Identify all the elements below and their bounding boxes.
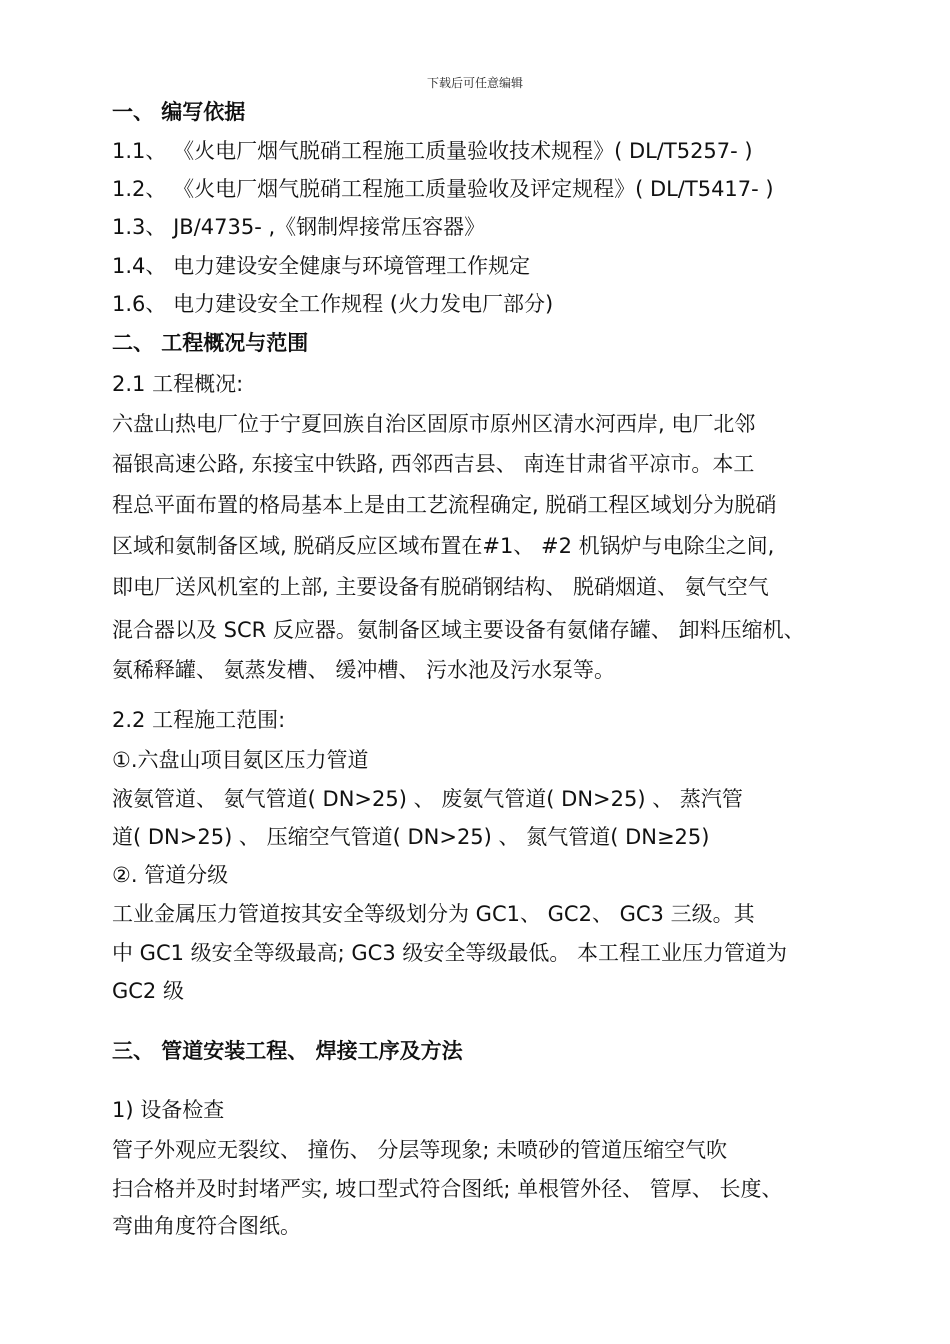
item-1-line-1: 管子外观应无裂纹、 撞伤、 分层等现象; 未喷砂的管道压缩空气吹 bbox=[112, 1138, 728, 1162]
grade-line-2: 中 GC1 级安全等级最高; GC3 级安全等级最低。 本工程工业压力管道为 bbox=[112, 941, 788, 965]
overview-line-2: 福银高速公路, 东接宝中铁路, 西邻西吉县、 南连甘肃省平凉市。本工 bbox=[112, 452, 755, 476]
grade-line-1: 工业金属压力管道按其安全等级划分为 GC1、 GC2、 GC3 三级。其 bbox=[112, 902, 755, 926]
section-2-title: 二、 工程概况与范围 bbox=[112, 331, 309, 355]
overview-line-1: 六盘山热电厂位于宁夏回族自治区固原市原州区清水河西岸, 电厂北邻 bbox=[112, 412, 756, 436]
reference-item-4: 1.4、 电力建设安全健康与环境管理工作规定 bbox=[112, 254, 531, 278]
section-1-title: 一、 编写依据 bbox=[112, 100, 246, 124]
section-3-title: 三、 管道安装工程、 焊接工序及方法 bbox=[112, 1039, 463, 1063]
item-1-line-3: 弯曲角度符合图纸。 bbox=[112, 1214, 301, 1238]
item-1-line-2: 扫合格并及时封堵严实, 坡口型式符合图纸; 单根管外径、 管厚、 长度、 bbox=[112, 1177, 783, 1201]
overview-line-7: 氨稀释罐、 氨蒸发槽、 缓冲槽、 污水池及污水泵等。 bbox=[112, 658, 616, 682]
subsection-2-1-title: 2.1 工程概况: bbox=[112, 372, 244, 396]
reference-item-2: 1.2、 《火电厂烟气脱硝工程施工质量验收及评定规程》( DL/T5417- ) bbox=[112, 177, 774, 201]
scope-title: ①.六盘山项目氨区压力管道 bbox=[112, 748, 369, 772]
header-note: 下载后可任意编辑 bbox=[426, 76, 523, 90]
grade-line-3: GC2 级 bbox=[112, 979, 184, 1003]
scope-line-2: 道( DN>25) 、 压缩空气管道( DN>25) 、 氮气管道( DN≥25) bbox=[112, 825, 710, 849]
subsection-2-2-title: 2.2 工程施工范围: bbox=[112, 708, 286, 732]
overview-line-6: 混合器以及 SCR 反应器。氨制备区域主要设备有氨储存罐、 卸料压缩机、 bbox=[112, 618, 805, 642]
reference-item-1: 1.1、 《火电厂烟气脱硝工程施工质量验收技术规程》( DL/T5257- ) bbox=[112, 139, 753, 163]
overview-line-5: 即电厂送风机室的上部, 主要设备有脱硝钢结构、 脱硝烟道、 氨气空气 bbox=[112, 575, 769, 599]
item-1-title: 1) 设备检查 bbox=[112, 1098, 225, 1122]
grade-title: ②. 管道分级 bbox=[112, 863, 229, 887]
overview-line-3: 程总平面布置的格局基本上是由工艺流程确定, 脱硝工程区域划分为脱硝 bbox=[112, 493, 777, 517]
reference-item-3: 1.3、 JB/4735- ,《钢制焊接常压容器》 bbox=[112, 215, 486, 239]
overview-line-4: 区域和氨制备区域, 脱硝反应区域布置在#1、 #2 机锅炉与电除尘之间, bbox=[112, 534, 775, 558]
scope-line-1: 液氨管道、 氨气管道( DN>25) 、 废氨气管道( DN>25) 、 蒸汽管 bbox=[112, 787, 743, 811]
reference-item-5: 1.6、 电力建设安全工作规程 (火力发电厂部分) bbox=[112, 292, 554, 316]
